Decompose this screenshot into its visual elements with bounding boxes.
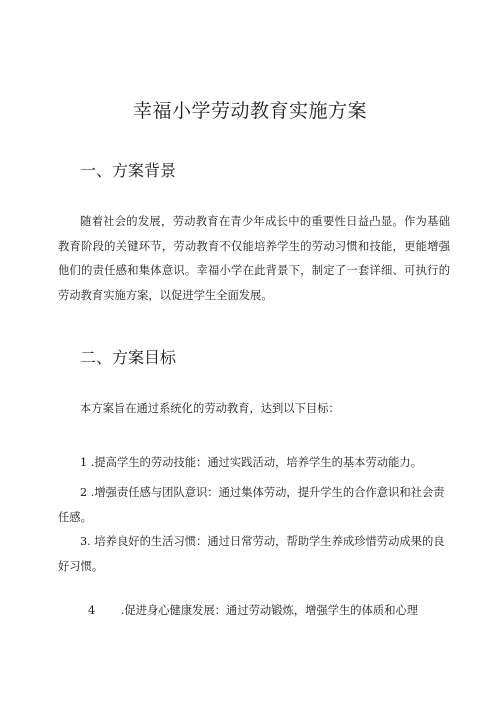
- goal-text: .提高学生的劳动技能：通过实践活动，培养学生的基本劳动能力。: [90, 456, 422, 469]
- goal-text: 培养良好的生活习惯：通过日常劳动，帮助学生养成珍惜劳动成果的良好习惯。: [58, 535, 445, 573]
- background-paragraph: 随着社会的发展，劳动教育在青少年成长中的重要性日益凸显。作为基础教育阶段的关键环节，劳动教育不仅能培养学生的劳动习惯和技能，更能增强他们的责任感和集体意识。幸福小学在此背景下，制定了一套详细、可执行的劳动教育实施方案，以促进学生全面发展。: [58, 215, 450, 302]
- goals-intro-paragraph: 本方案旨在通过系统化的劳动教育，达到以下目标：: [80, 402, 340, 415]
- goal-item: [58, 530, 450, 579]
- goal-number: 1: [80, 456, 88, 469]
- document-title: 幸福小学劳动教育实施方案: [132, 100, 367, 122]
- goal-number: 3.: [80, 535, 91, 548]
- goal-number: 4: [88, 604, 96, 617]
- goal-item: [58, 599, 450, 624]
- goal-text: .促进身心健康发展：通过劳动锻炼，增强学生的体质和心理: [120, 604, 419, 617]
- goal-item: [58, 481, 450, 530]
- goal-item: [58, 451, 450, 476]
- section-heading-background: 一、方案背景: [80, 161, 177, 180]
- goal-text: .增强责任感与团队意识：通过集体劳动，提升学生的合作意识和社会责任感。: [58, 486, 445, 524]
- goal-number: 2: [80, 486, 88, 499]
- section-heading-goals: 二、方案目标: [80, 348, 177, 367]
